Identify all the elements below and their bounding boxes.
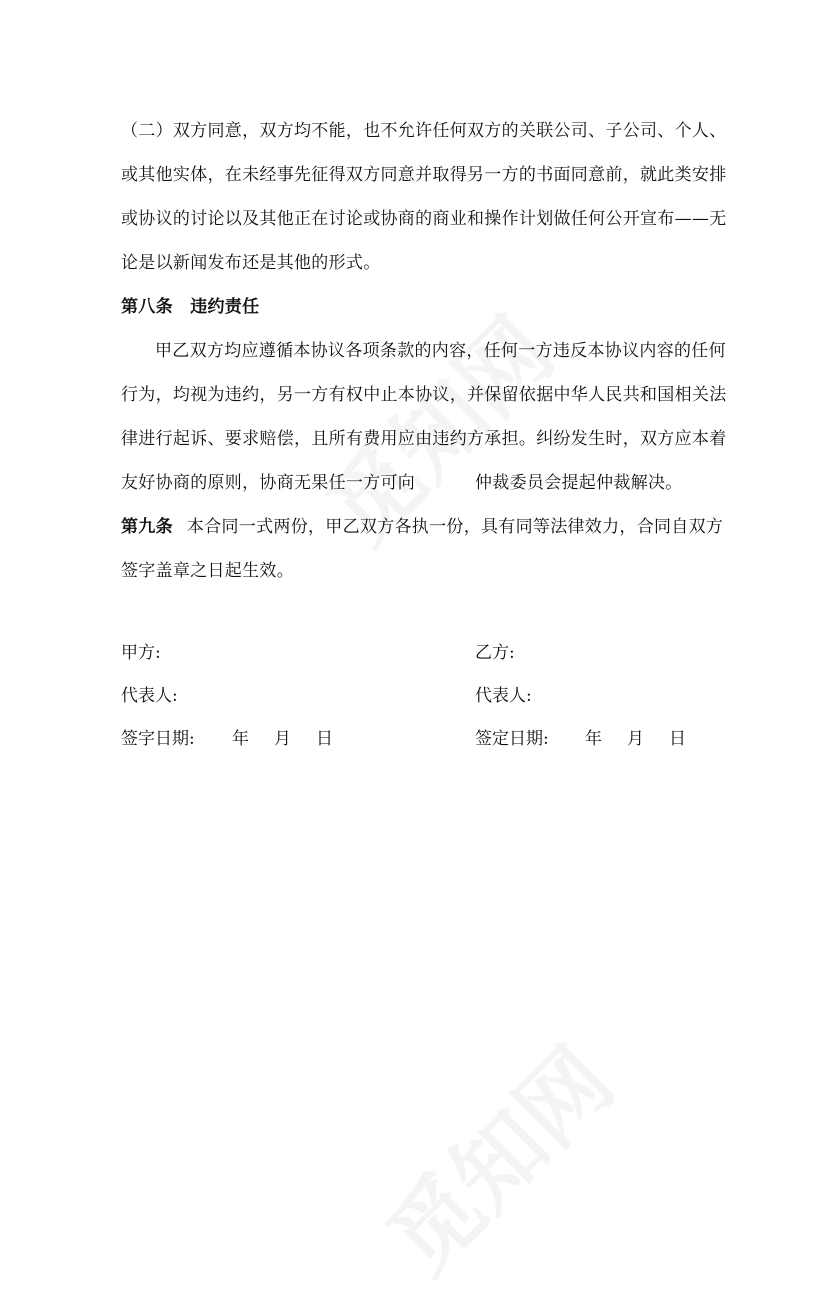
- party-a-month: 月: [274, 729, 291, 749]
- article-eight-line: 甲乙双方均应遵循本协议各项条款的内容，任何一方违反本协议内容的任何: [155, 341, 726, 361]
- party-a-day: 日: [316, 729, 333, 749]
- party-a-year: 年: [232, 729, 249, 749]
- party-b-date-label: 签定日期:: [475, 729, 549, 749]
- party-b-month: 月: [627, 729, 644, 749]
- party-b-year: 年: [585, 729, 602, 749]
- party-a-representative: 代表人:: [121, 686, 178, 706]
- article-nine-line: 签字盖章之日起生效。: [121, 561, 294, 581]
- watermark: [354, 1014, 637, 1296]
- party-b-label: 乙方:: [475, 643, 515, 663]
- party-a-date-label: 签字日期:: [121, 729, 195, 749]
- clause-two-line: 或其他实体，在未经事先征得双方同意并取得另一方的书面同意前，就此类安排: [121, 165, 727, 185]
- article-nine-line: [121, 515, 724, 539]
- article-eight-line: 律进行起诉、要求赔偿，且所有费用应由违约方承担。纠纷发生时，双方应本着: [121, 429, 727, 449]
- party-b-representative: 代表人:: [475, 686, 532, 706]
- party-a-label: 甲方:: [121, 643, 161, 663]
- article-eight-heading: 第八条 违约责任: [121, 297, 260, 317]
- article-eight-line: 行为，均视为违约，另一方有权中止本协议，并保留依据中华人民共和国相关法: [121, 385, 727, 405]
- article-nine-text: 本合同一式两份，甲乙双方各执一份，具有同等法律效力，合同自双方: [186, 517, 724, 537]
- article-eight-line: 友好协商的原则，协商无果任一方可向: [121, 473, 416, 493]
- clause-two-line: （二）双方同意，双方均不能，也不允许任何双方的关联公司、子公司、个人、: [121, 121, 727, 141]
- party-b-day: 日: [669, 729, 686, 749]
- article-eight-line: 仲裁委员会提起仲裁解决。: [475, 473, 683, 493]
- clause-two-line: 论是以新闻发布还是其他的形式。: [121, 253, 381, 273]
- article-nine-heading: 第九条: [121, 517, 173, 537]
- clause-two-line: 或协议的讨论以及其他正在讨论或协商的商业和操作计划做任何公开宣布——无: [121, 209, 727, 229]
